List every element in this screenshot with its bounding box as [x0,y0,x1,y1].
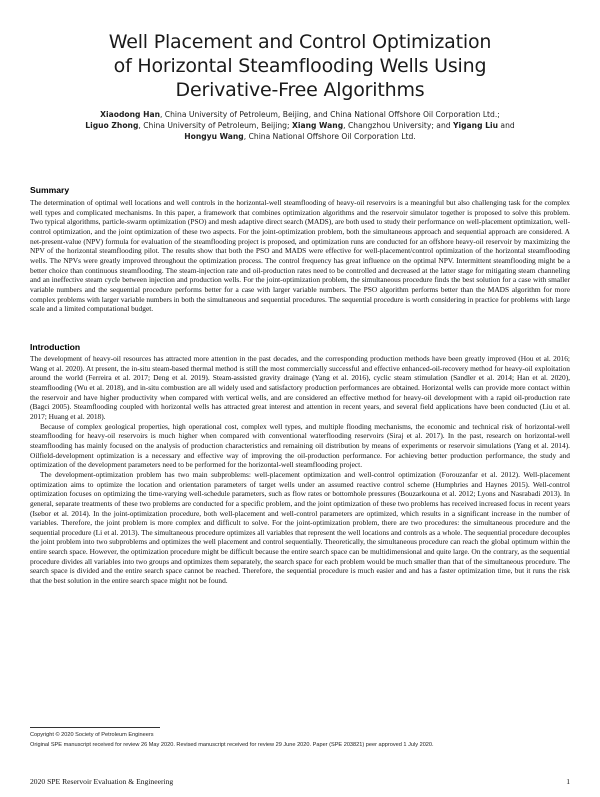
summary-paragraph: The determination of optimal well locations and well controls in the horizontal-well steamflooding of heavy-oil reservoirs is a meaningful but also challenging task for the complex well types and complicated mechanisms. In this paper, a framework that combines optimization algorithms and the reservoir simulator together is proposed to solve this problem. Two typical algorithms, particle-swarm optimization (PSO) and mesh adaptive direct search (MADS), are both used to study their performance on well-placement optimization, well-control optimization, and the joint optimization of these two aspects. For the joint-optimization problem, both the simultaneous approach and sequential approach are considered. A net-present-value (NPV) formula for evaluation of the steamflooding project is proposed, and optimization runs are conducted for an offshore heavy-oil reservoir by maximizing the NPV of the horizontal steamflooding pilot. The results show that both the PSO and MADS were effective for well-placement/control optimization of the horizontal steamflooding wells. The NPVs were greatly improved throughout the optimization process. The control frequency has great influence on the optimal NPV. Intermittent steamflooding might be a better choice than continuous steamflooding. The steam-injection rate and oil-production rates need to be controlled and decreased at the latter stage for mitigating steam channeling and an ineffective steam cycle between injection and production wells. For the joint-optimization problem, the simultaneous procedure finds the best solution for a case with smaller variable numbers and the sequential procedure performs better for a case with larger variable numbers. The PSO algorithm performs better than the MADS algorithm for more complex problems with larger variable numbers in both the simultaneous and sequential procedures. The sequential procedure is worth considering in practice for problems with large scale and a limited computational budget. [30,198,570,314]
author-name: Xiang Wang [291,120,344,130]
author-affiliation: , Changzhou University; and [343,120,454,130]
manuscript-history-note: Original SPE manuscript received for review 26 May 2020. Revised manuscript received for review 29 June 2020. Paper (SPE 203821) peer approved 1 July 2020. [30,742,434,748]
author-line-1 [40,110,560,121]
title-line-3: Derivative-Free Algorithms [175,79,425,101]
author-affiliation: , China University of Petroleum, Beijing, and China National Offshore Oil Corporation Ltd.; [159,110,500,119]
author-block [40,110,560,142]
summary-heading: Summary [30,185,70,195]
author-affiliation: , China University of Petroleum, Beijing; [138,120,292,130]
page-number: 1 [566,777,570,786]
intro-paragraph-3: The development-optimization problem has two main subproblems: well-placement optimization and well-control optimization (Forouzanfar et al. 2012). Well-placement optimization aims to optimize the location and orientation parameters of target wells under an assumed reactive control scheme (Humphries and Haynes 2015). Well-control optimization focuses on optimizing the time-varying well-schedule parameters, such as flow rates or bottomhole pressures (Bouzarkouna et al. 2012; Lyons and Nasrabadi 2013). In general, separate treatments of these two problems are conducted for a specific problem, and the joint optimization of these two problems has received increased focus in recent years (Isebor et al. 2014). In the joint-optimization procedure, both well-placement and well-control parameters are optimized, which results in a significant increase in the number of variables. Therefore, the joint problem is more complex and difficult to solve. For the joint-optimization problem, there are two procedures: the simultaneous procedure and the sequential procedure (Li et al. 2013). The simultaneous procedure optimizes all variables that represent the well locations and controls as a whole. The sequential procedure decouples the joint problem into two subproblems and optimizes the well placement and control sequentially. Theoretically, the simultaneous procedure can reach the global optimum within the entire search space. However, the optimization procedure might be difficult because the entire search space can be multidimensional and quite large. On the contrary, as the sequential procedure divides all variables into two groups and optimizes them separately, the search space for each problem would be much smaller than that of the simultaneous procedure. The search space is divided and the entire search space cannot be reached. Therefore, the sequential procedure is much easier and and has a faster optimization time, but it runs the risk that the best solution in the entire search space might not be found. [30,469,570,586]
author-line-3 [40,132,560,143]
title-line-1: Well Placement and Control Optimization [108,31,492,53]
author-line-2 [40,121,560,132]
author-affiliation: , China National Offshore Oil Corporation Ltd. [243,131,416,141]
introduction-heading: Introduction [30,342,81,352]
author-name: Hongyu Wang [184,131,244,141]
author-name: Liguo Zhong [85,120,139,130]
intro-paragraph-1: The development of heavy-oil resources has attracted more attention in the past decades, and the corresponding production methods have been greatly improved (Hou et al. 2016; Wang et al. 2020). At present, the in-situ steam-based thermal method is still the most commercially successful and effective enhanced-oil-recovery method for heavy-oil exploitation around the world (Ferreira et al. 2017; Deng et al. 2019). Steam-assisted gravity drainage (Yang et al. 2016), cyclic steam stimulation (Sandler et al. 2014; Han et al. 2020), steamflooding (Wu et al. 2018), and in-situ combustion are all widely used and satisfactory production performances are obtained. Horizontal wells can provide more contact within the reservoir and have higher productivity when compared with vertical wells, and are considered an effective method for heavy-oil development with a rapid oil-production rate (Bagci 2005). Steamflooding coupled with horizontal wells has attracted great interest and attention in recent years, and several field applications have been conducted (Liu et al. 2017; Huang et al. 2018). [30,354,570,421]
intro-paragraph-2: Because of complex geological properties, high operational cost, complex well types, and multiple flooding mechanisms, the economic and technical risk of horizontal-well steamflooding for heavy-oil reservoirs is much higher when compared with conventional waterflooding reservoirs (Siraj et al. 2017). In the past, research on horizontal-well steamflooding has mainly focused on the analysis of production characteristics and remaining oil distribution by means of experiments or reservoir simulations (Yang et al. 2014). Oilfield-development optimization is a necessary and effective way of improving the oil-production performance. For achieving better production performance, the study and optimization of the development parameters need to be performed for the horizontal-well steamflooding project. [30,421,570,470]
summary-body [30,198,570,314]
footnote-divider [30,727,160,728]
paper-title [40,30,560,102]
author-name: Yigang Liu [453,120,499,130]
author-affiliation: and [498,120,515,130]
author-name: Xiaodong Han [100,110,160,119]
title-line-2: of Horizontal Steamflooding Wells Using [113,55,487,77]
journal-footer: 2020 SPE Reservoir Evaluation & Engineering [30,777,174,786]
introduction-body [30,354,570,586]
copyright-note: Copyright © 2020 Society of Petroleum Engineers [30,732,154,738]
